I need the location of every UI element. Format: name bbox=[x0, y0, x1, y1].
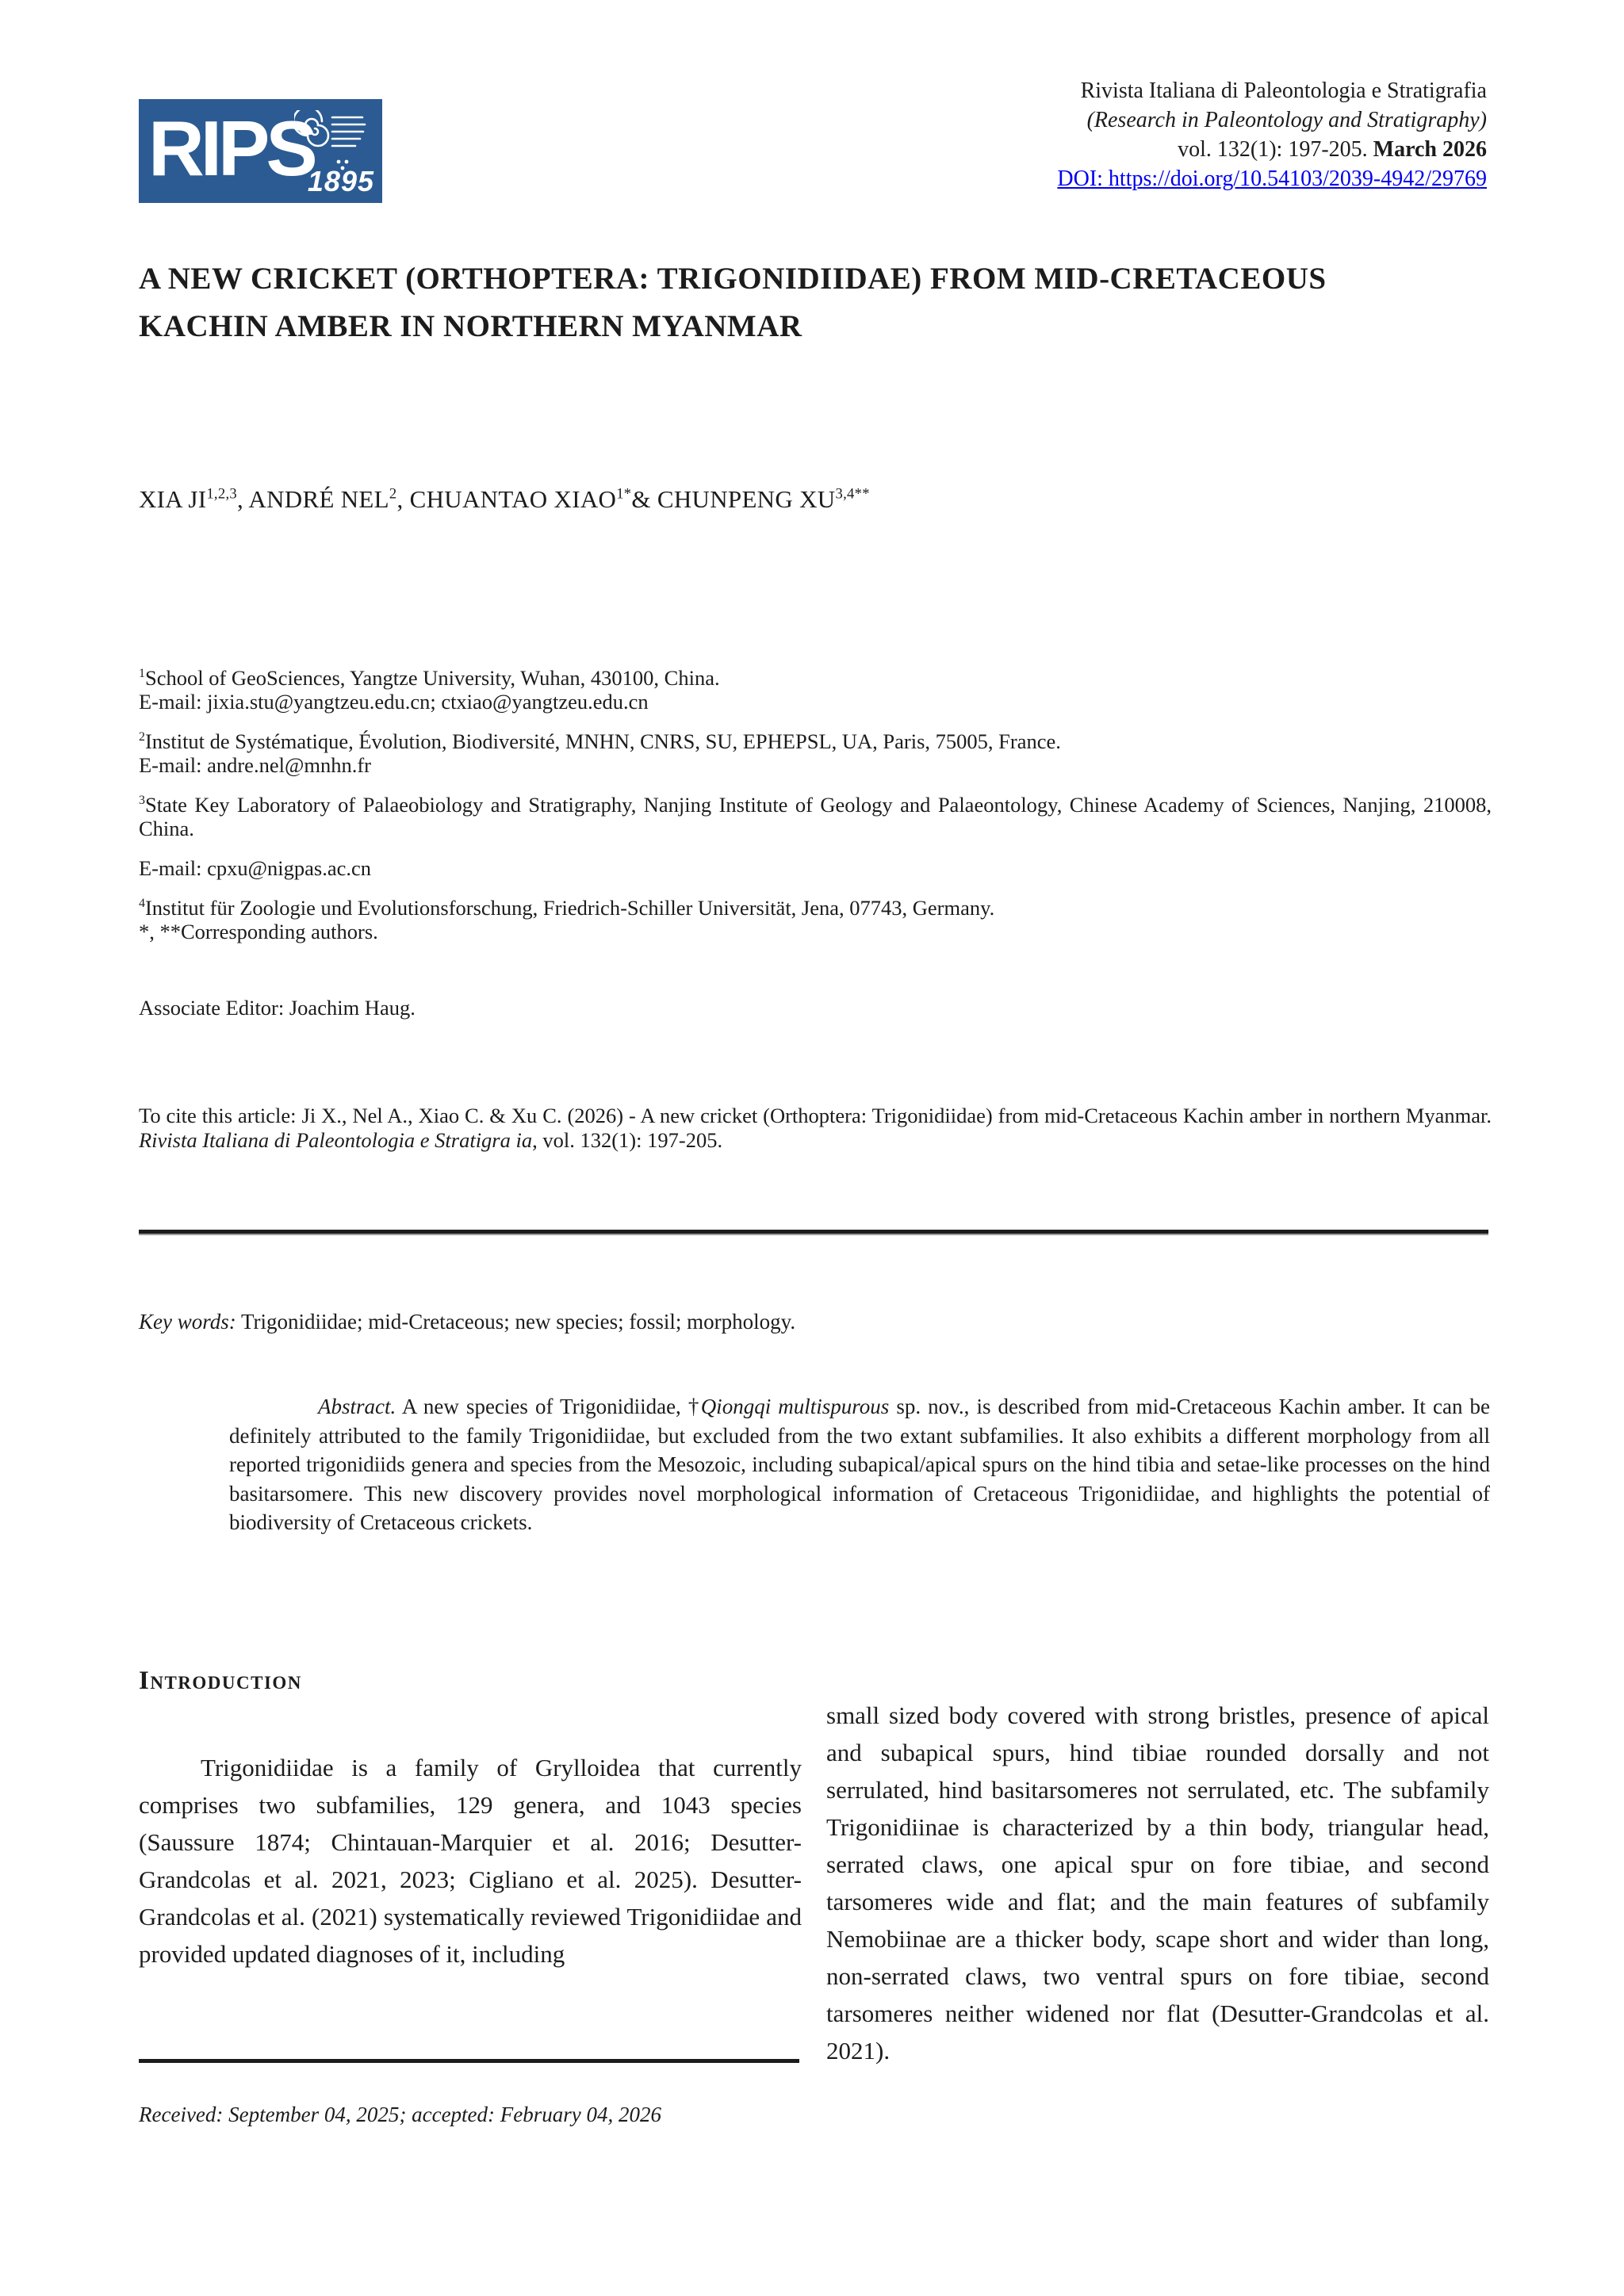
logo-background bbox=[139, 99, 382, 203]
logo-wordmark: RIPS bbox=[148, 105, 314, 192]
article-title bbox=[139, 255, 1499, 350]
author-line: XIA JI$^{1,2,3}$, ANDRÉ NEL$^2$, CHUANTAO $XIAO^{1*}\&$ CHUNPENG $XU^{3,4**}$ bbox=[139, 485, 870, 513]
affiliation-3-email: E-mail: cpxu@nigpas.ac.cn bbox=[139, 856, 371, 880]
journal-header-info bbox=[1057, 76, 1487, 193]
journal-subtitle: (Research in Paleontology and Stratigraphy) bbox=[1086, 108, 1487, 132]
affiliation-4: $^4$Institut für Zoologie und Evolutionsforschung, Friedrich-Schiller Universität, Jena, 07743, Germany. *, **Corresponding authors. bbox=[139, 896, 995, 943]
journal-title: Rivista Italiana di Paleontologia e Stratigrafia bbox=[1080, 78, 1487, 103]
volume-issue-line: vol. 132(1): 197-205. March 2026 bbox=[1178, 137, 1487, 162]
citation-line: To cite this article: Ji X., Nel A., Xiao C. & Xu C. (2026) - A new cricket (Orthoptera: Trigonidiidae) from mid-Cretaceous Kachin amber in northern Myanmar. Rivista Italiana di Paleontologia e Stratigra ia, vol. 132(1): 197-205. bbox=[139, 1104, 1492, 1152]
affiliation-1: $^1$School of GeoSciences, Yangtze University, Wuhan, 430100, China. E-mail: jixia.stu@yangtzeu.edu.cn; ctxiao@yangtzeu.edu.cn bbox=[139, 666, 720, 714]
affiliation-2: $^2$Institut de Systématique, Évolution, Biodiversité, MNHN, CNRS, SU, EPHEPSL, UA, Paris, 75005, France. E-mail: andre.nel@mnhn.fr bbox=[139, 729, 1061, 777]
intro-paragraph-left-column: Trigonidiidae is a family of Grylloidea that currently comprises two subfamilies, 129 genera, and 1043 species (Saussure 1874; Chintauan-Marquier et al. 2016; Desutter-Grandcolas et al. 2021, 2023; Cigliano et al. 2025). Desutter-Grandcolas et al. (2021) systematically reviewed Trigonidiidae and provided updated diagnoses of it, including bbox=[139, 1754, 802, 1968]
ammonite-spiral-icon bbox=[294, 110, 370, 160]
header-divider-rule bbox=[139, 1230, 1488, 1235]
logo-year: 1895 bbox=[307, 165, 374, 197]
introduction-heading: Introduction bbox=[139, 1667, 302, 1695]
footnote-divider-rule bbox=[139, 2059, 799, 2063]
article-title-line-2: KACHIN AMBER IN NORTHERN MYANMAR bbox=[139, 309, 802, 343]
affiliation-3: $^3$State Key Laboratory of Palaeobiology and Stratigraphy, Nanjing Institute of Geology and Palaeontology, Chinese Academy of Sciences, Nanjing, 210008, China. bbox=[139, 793, 1492, 840]
intro-paragraph-right-column: small sized body covered with strong bristles, presence of apical and subapical spurs, hind tibiae rounded dorsally and not serrulated, hind basitarsomeres not serrulated, etc. The subfamily Trigonidiinae is characterized by a thin body, triangular head, serrated claws, one apical spur on fore tibiae, and second tarsomeres wide and flat; and the main features of subfamily Nemobiinae are a thicker body, scape short and wider than long, non-serrated claws, two ventral spurs on fore tibiae, second tarsomeres neither widened nor flat (Desutter-Grandcolas et al. 2021). bbox=[826, 1701, 1489, 2064]
abstract-paragraph: Abstract. A new species of Trigonidiidae, †Qiongqi multispurous sp. nov., is described from mid-Cretaceous Kachin amber. It can be definitely attributed to the family Trigonidiidae, but excluded from the two extant subfamilies. It also exhibits a different morphology from all reported trigonidiids genera and species from the Mesozoic, including subapical/apical spurs on the hind tibia and setae-like processes on the hind basitarsomere. This new discovery provides novel morphological information of Cretaceous Trigonidiidae, and highlights the potential of biodiversity of Cretaceous crickets. bbox=[229, 1395, 1490, 1534]
associate-editor-line: Associate Editor: Joachim Haug. bbox=[139, 996, 416, 1020]
affiliations-block bbox=[139, 666, 1492, 959]
rips-journal-logo bbox=[139, 99, 382, 203]
article-title-line-1: A NEW CRICKET (ORTHOPTERA: TRIGONIDIIDAE) FROM MID-CRETACEOUS bbox=[139, 262, 1327, 296]
received-accepted-line: Received: September 04, 2025; accepted: February 04, 2026 bbox=[139, 2103, 662, 2126]
doi-link[interactable]: DOI: https://doi.org/10.54103/2039-4942/29769 bbox=[1057, 166, 1487, 191]
keywords-line: Key words: Trigonidiidae; mid-Cretaceous; new species; fossil; morphology. bbox=[139, 1310, 796, 1334]
